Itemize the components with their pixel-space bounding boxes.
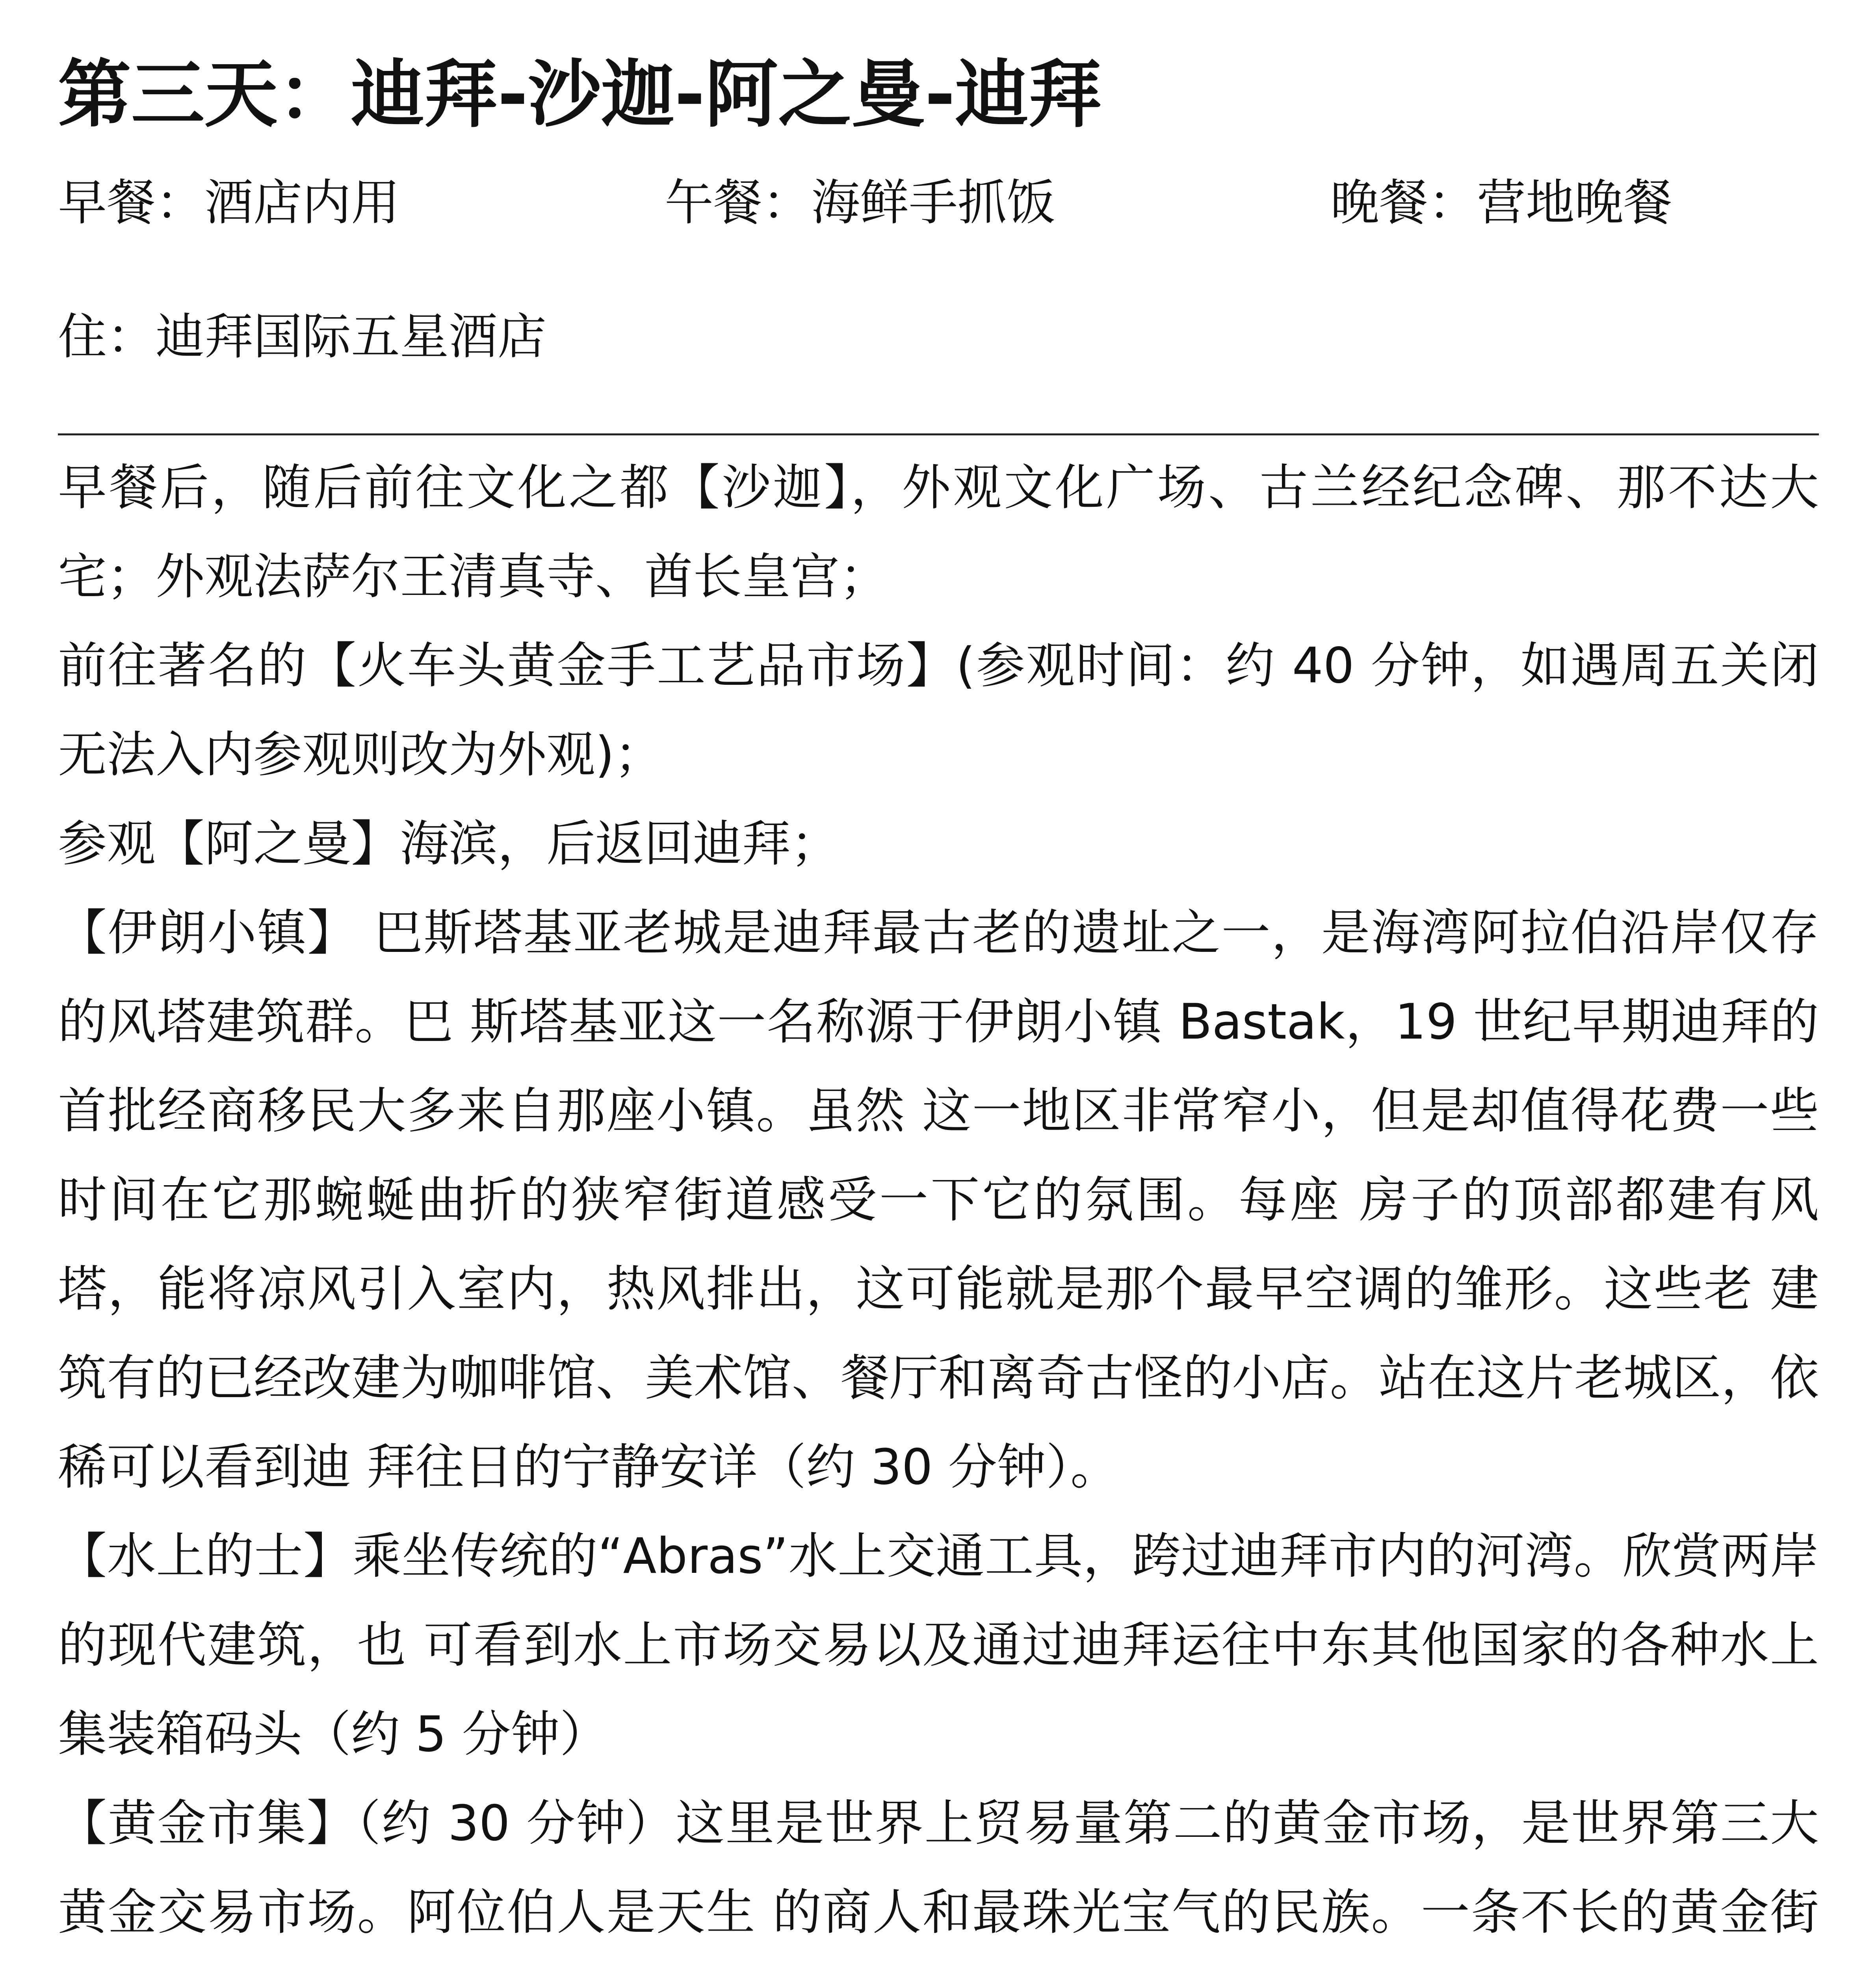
paragraph-gold-souk-sharjah: 前往著名的【火车头黄金手工艺品市场】(参观时间：约 40 分钟，如遇周五关闭无法入内参观则改为外观)； bbox=[58, 637, 1819, 783]
divider bbox=[58, 433, 1819, 435]
dinner-info: 晚餐：营地晚餐 bbox=[1330, 175, 1673, 231]
paragraph-abras: 【水上的士】乘坐传统的“Abras”水上交通工具，跨过迪拜市内的河湾。欣赏两岸的现代建筑，也 可看到水上市场交易以及通过迪拜运往中东其他国家的各种水上集装箱码头（约 5 分钟） bbox=[58, 1528, 1819, 1763]
itinerary-page bbox=[58, 43, 1819, 1970]
paragraph-gold-souk: 【黄金市集】（约 30 分钟）这里是世界上贸易量第二的黄金市场，是世界第三大黄金交易市场。阿位伯人是天生 的商人和最珠光宝气的民族。一条不长的黄金街 bbox=[58, 1795, 1819, 1941]
lunch-info: 午餐：海鲜手抓饭 bbox=[665, 175, 1056, 231]
breakfast-info: 早餐：酒店内用 bbox=[58, 175, 400, 231]
itinerary-body bbox=[58, 443, 1819, 1970]
meals-row bbox=[58, 165, 1819, 240]
paragraph-ajman: 参观【阿之曼】海滨，后返回迪拜； bbox=[58, 816, 840, 872]
page-title: 第三天：迪拜-沙迦-阿之曼-迪拜 bbox=[58, 52, 1102, 137]
paragraph-sharjah: 早餐后，随后前往文化之都【沙迦】，外观文化广场、古兰经纪念碑、那不达大宅；外观法萨尔王清真寺、酋长皇宫； bbox=[58, 459, 1819, 605]
paragraph-bastakiya: 【伊朗小镇】 巴斯塔基亚老城是迪拜最古老的遗址之一，是海湾阿拉伯沿岸仅存的风塔建筑群。巴 斯塔基亚这一名称源于伊朗小镇 Bastak，19 世纪早期迪拜的首批经商移民大多来自那座小镇。虽然 这一地区非常窄小，但是却值得花费一些时间在它那蜿蜒曲折的狭窄街道感受一下它的氛围。每座 房子的顶部都建有风塔，能将凉风引入室内，热风排出，这可能就是那个最早空调的雏形。这些老 建筑有的已经改建为咖啡馆、美术馆、餐厅和离奇古怪的小店。站在这片老城区，依稀可以看到迪 拜往日的宁静安详（约 30 分钟）。 bbox=[58, 905, 1819, 1496]
accommodation-info: 住：迪拜国际五星酒店 bbox=[58, 309, 547, 365]
